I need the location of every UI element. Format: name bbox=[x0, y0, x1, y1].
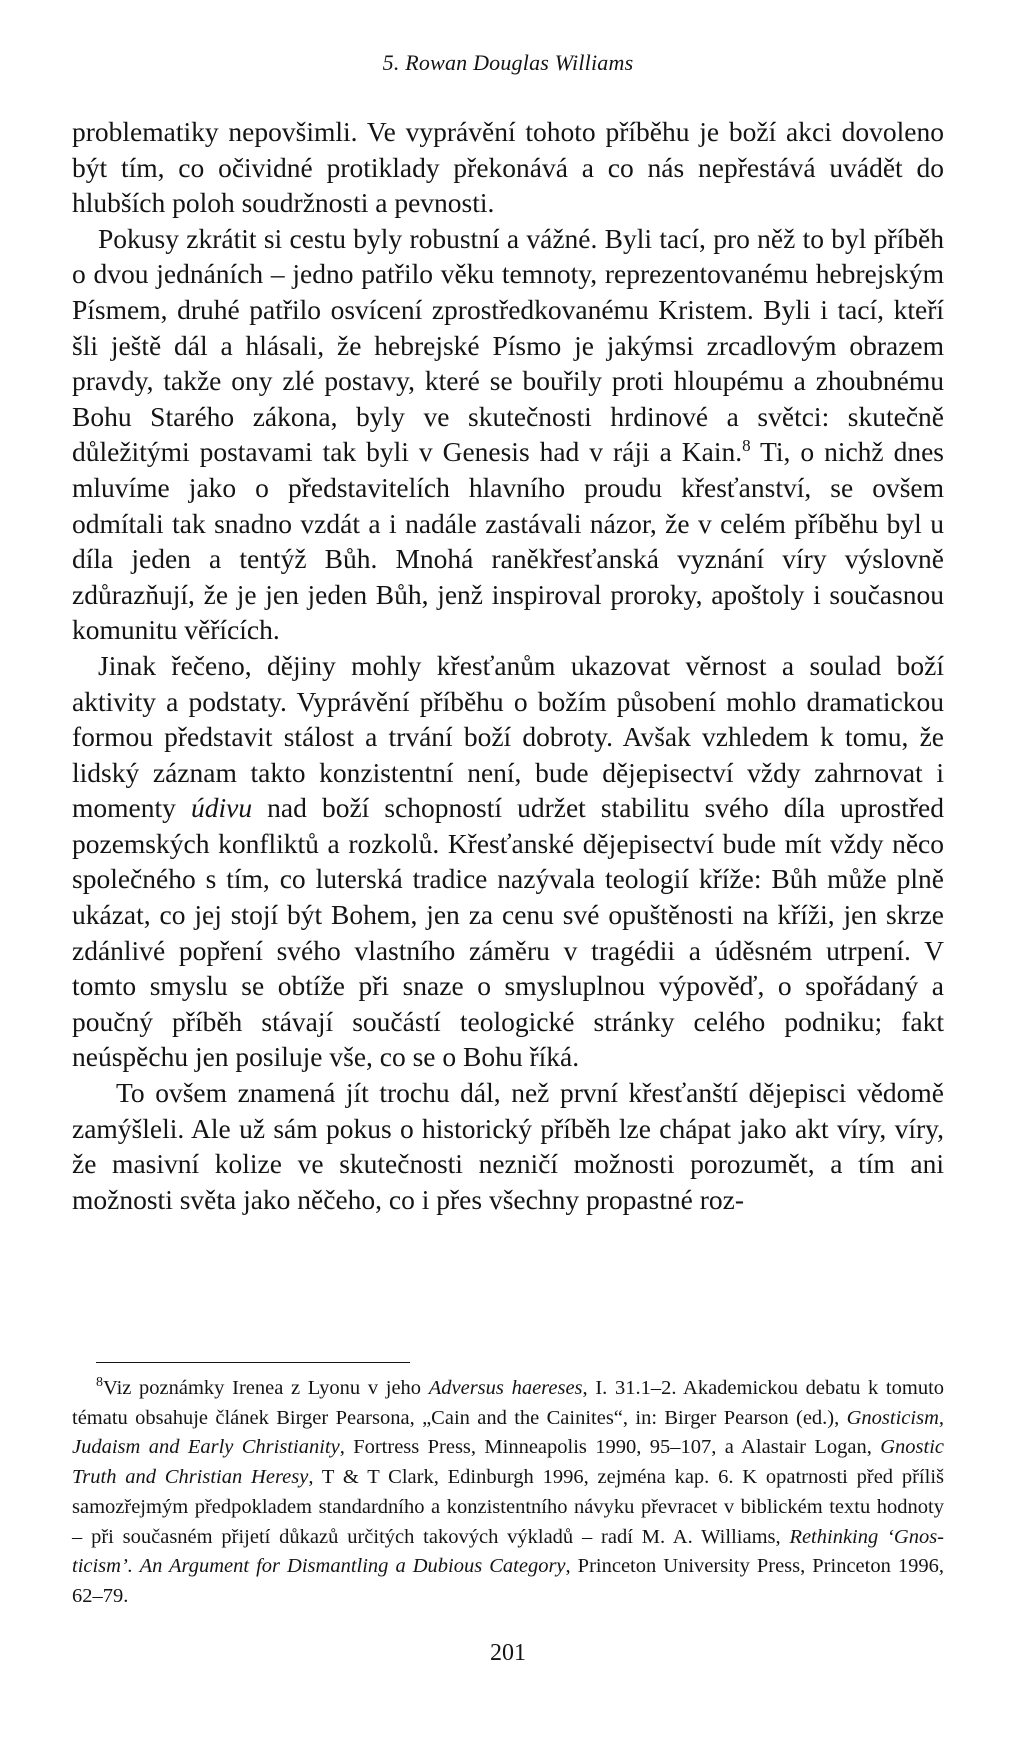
footnote-mark: 8 bbox=[96, 1375, 103, 1391]
footnote-text-5: , Princeton University Press, Princeton 1996, 62–79. bbox=[72, 1555, 944, 1607]
footnote-8 bbox=[72, 1374, 944, 1612]
paragraph-3-emphasis: údivu bbox=[190, 792, 253, 824]
footnote-text-4: , T & T Clark, Edinburgh 1996, zejména kap. 6. K opatrnosti před příliš samozřejmým předpokladem standardního a konzistentního návyku převracet v biblickém textu hodnoty – při současném přijetí důkazů určitých takových výkladů – radí M. A. Williams, bbox=[72, 1466, 944, 1548]
page-number: 201 bbox=[490, 1640, 526, 1666]
footnote-text-3: , Fortress Press, Minneapolis 1990, 95–107, a Alastair Logan, bbox=[339, 1436, 881, 1459]
footnote-title-2: Gnosticism, Judaism and Early Christianity bbox=[72, 1406, 944, 1459]
book-page bbox=[72, 0, 944, 1753]
footnote-separator-rule bbox=[96, 1362, 410, 1363]
paragraph-2-text-b: Ti, o nichž dnes mluvíme jako o představitelích hlavního proudu křesťanství, se ovšem odmítali tak snadno vzdát a i nadále zastávali názor, že v celém příběhu byl u díla jeden a tentýž Bůh. Mnohá raněkřesťanská vyznání víry výslovně zdůrazňují, že je jen jeden Bůh, jenž inspiroval proroky, apoštoly i současnou komunitu věřících. bbox=[72, 436, 944, 646]
footnote-title-1: Adversus haereses bbox=[428, 1377, 583, 1399]
paragraph-2-text-a: Pokusy zkrátit si cestu byly robustní a vážné. Byli tací, pro něž to byl příběh o dvou jednáních – jedno patřilo věku temnoty, reprezentovanému hebrejským Písmem, druhé patřilo osvícení zprostředkovanému Kristem. Byli i tací, kteří šli ještě dál a hlásali, že hebrejské Písmo je jakýmsi zrcadlovým obrazem pravdy, takže ony zlé postavy, které se bouřily proti hloupému a zhoubnému Bohu Starého zákona, byly ve skutečnosti hrdinové a světci: skutečně důležitými postavami tak byli v Genesis had v ráji a Kain. bbox=[72, 222, 944, 468]
running-head: 5. Rowan Douglas Williams bbox=[382, 50, 634, 75]
paragraph-3-text-a: Jinak řečeno, dějiny mohly křesťanům ukazovat věrnost a soulad boží aktivity a podstaty. Vyprávění příběhu o božím působení mohlo dramatickou formou představit stálost a trvání boží dobroty. Avšak vzhledem k tomu, že lidský záznam takto konzistentní není, bude dějepisectví vždy zahrnovat i momenty bbox=[72, 649, 944, 824]
paragraph-3-text-b: nad boží schopností udržet stabilitu svého díla uprostřed pozemských konfliktů a rozkolů. Křesťanské dějepisectví bude mít vždy něco společného s tím, co luterská tradice nazývala teologií kříže: Bůh může plně ukázat, co jej stojí být Bohem, jen za cenu své opuštěnosti na kříži, jen skrze zdánlivé popření svého vlastního záměru v tragédii a úděsném utrpení. V tomto smyslu se obtíže při snaze o smysluplnou výpověď, o spořádaný a poučný příběh stávají součástí teologické stránky celého podniku; fakt neúspěchu jen posiluje vše, co se o Bohu říká. bbox=[72, 792, 944, 1073]
footnote-text-1: Viz poznámky Irenea z Lyonu v jeho bbox=[103, 1377, 429, 1399]
paragraph-4: To ovšem znamená jít trochu dál, než první křesťanští dějepisci vědomě zamýšleli. Ale už sám pokus o historický příběh lze chápat jako akt víry, víry, že masivní kolize ve skutečnosti nezničí možnosti porozumět, a tím ani možnosti světa jako něčeho, co i přes všechny propastné roz- bbox=[72, 1077, 944, 1215]
body-text bbox=[72, 114, 944, 1217]
footnote-title-3: Gnostic Truth and Christian Heresy bbox=[72, 1436, 945, 1489]
footnote-text-2: , I. 31.1–2. Akademickou debatu k tomuto tématu obsahuje článek Birger Pearsona, „Cain and the Cainites“, in: Birger Pearson (ed.), bbox=[72, 1377, 945, 1429]
footnote-title-4: Rethinking ‘Gnosticism’. An Argument for Dismantling a Dubious Category bbox=[72, 1525, 944, 1578]
paragraph-3 bbox=[72, 648, 944, 1075]
paragraph-2 bbox=[72, 221, 944, 648]
footnote-reference: 8 bbox=[742, 436, 751, 456]
paragraph-1: problematiky nepovšimli. Ve vyprávění tohoto příběhu je boží akci dovoleno být tím, co očividné protiklady překonává a co nás nepřestává uvádět do hlubších poloh soudržnosti a pevnosti. bbox=[72, 116, 944, 219]
